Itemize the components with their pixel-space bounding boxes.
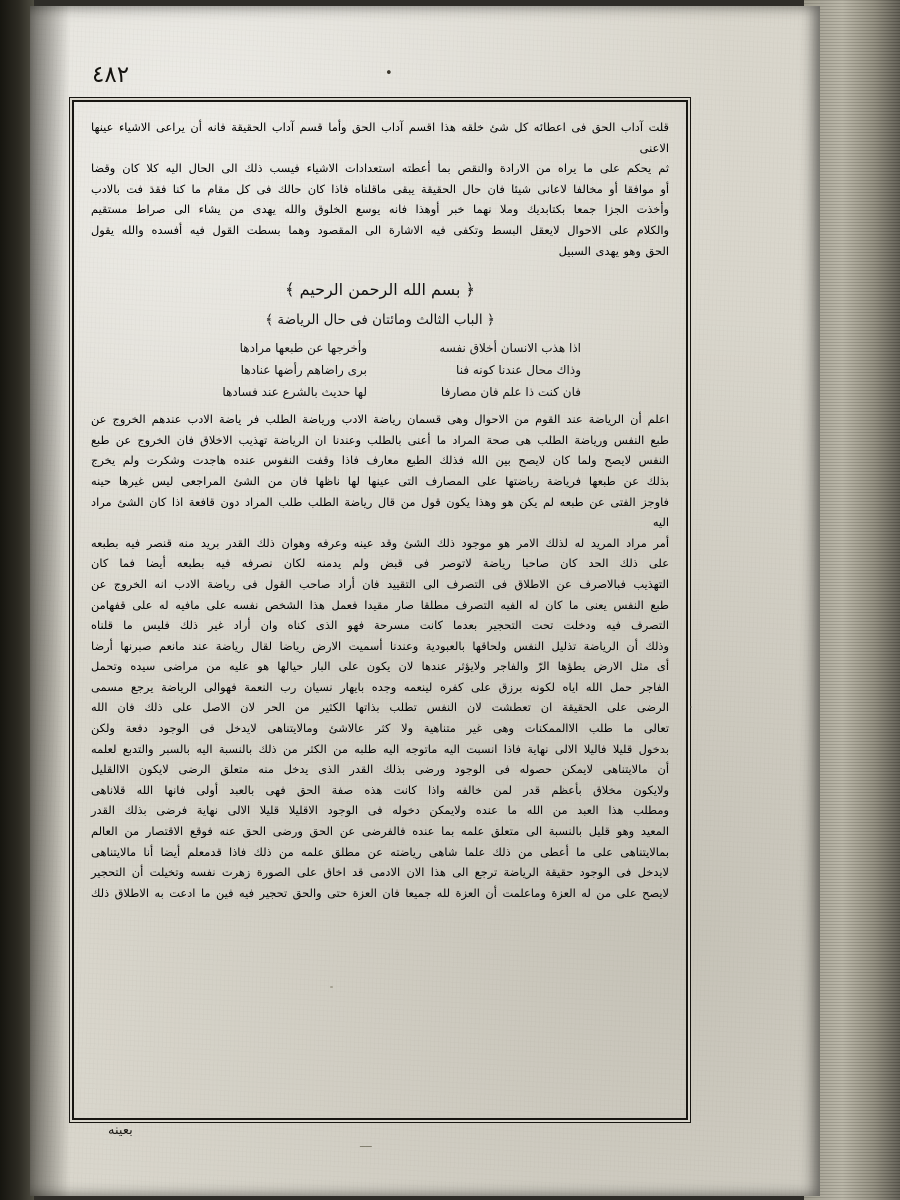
- top-line: الحق وهو يهدى السبيل: [558, 243, 669, 258]
- catchword: بعينه: [108, 1123, 133, 1138]
- page-leaf: [30, 6, 820, 1196]
- top-line: أو موافقا أو مخالفا لاعانى شيئا فان حال الحقيقة يبقى ماقلناه فاذا كان حالك فى كل مقام ما كنا فقد فت بالادب: [91, 181, 669, 196]
- main-paragraph: [91, 409, 669, 903]
- body-line: لايصح على من له العزة وماعلمت أن العزة لله جميعا فان العزة حتى والحق تحجير فيه فين ما ادعت به الاطلاق ذلك: [91, 885, 669, 900]
- verse-line: [91, 337, 669, 359]
- hemistich-right: وذاك محال عندنا كونه فنا: [456, 363, 581, 378]
- text-frame-inner: [79, 107, 681, 1113]
- body-line: طبع النفس يعنى ما كان له الفيه التصرف مطلقا صار مقيدا فعمل هذا الشخص نفسه على مافيه له على قفهامن: [91, 597, 669, 612]
- top-line: والكلام على الاحوال لايعقل البسط وتكفى فيه الاشارة الى المقصود وهما بسطت القول فيه أفسده والله يقول: [91, 222, 669, 237]
- paper-speck: [690, 706, 692, 708]
- body-line: طبع النفس ورياضة الطلب هى صحة المراد ما أعنى بالطلب وعندنا ان الرياضة تهذيب الاخلاق فان الخروج عن طبع: [91, 432, 669, 447]
- body-line: الرضى على الحقيقة ان تعطشت لان النفس تطلب بذاتها الكثير من الحر لان الاصل على ذلك فان الله: [91, 700, 669, 715]
- body-line: بدخول قليلا فاليلا الالى نهاية فاذا انسبت اليه ماتوجه اليه طلبه من الكثر من ذلك بالنسبة اليه بالسبر والتدبع لعلمه: [91, 741, 669, 756]
- body-line: بمالايتناهى على ما أعطى من ذلك علما شاهى رياضته عن مطلق علمه من ذلك فاذا قدمعلم أيضا أنا مالايتناهى: [91, 844, 669, 859]
- body-line: التصرف فيه ودخلت تحت التحجير بعدما كانت مسرحة فهو الذى كناه وان أراد غير ذلك فليس ما قلناه: [91, 618, 669, 633]
- body-line: أمر مراد المريد له لذلك الامر هو موجود ذلك الشئ وقد عينه وعرفه وهوان ذلك القدر بريد منه قنصر فيه بطبعه: [91, 535, 669, 550]
- text-frame: [72, 100, 688, 1120]
- top-line: ثم يحكم على ما يراه من الارادة والنقص بما أعطته استعدادات الاشياء فيسب ذلك الى الحال اليه كلا كان وقضا: [91, 161, 669, 176]
- hemistich-right: اذا هذب الانسان أخلاق نفسه: [439, 341, 581, 356]
- top-paragraph: [91, 117, 669, 261]
- body-line: على ذلك الحد كان صاحبا رياضة لاتوصر فى قبض ولم يدمنه لكان نصرفه فيه بطبعه أيضا فما كان: [91, 556, 669, 571]
- paper-speck: [150, 186, 153, 189]
- body-line: أى مثل الارض يطؤها الرّ والفاجر ولايؤثر عندها لان يكون على البار حيالها هو عليه من مراضى سيده وتحمل: [91, 659, 669, 674]
- top-center-mark: •: [385, 66, 393, 81]
- hemistich-left: لها حديث بالشرع عند فسادها: [222, 385, 367, 400]
- body-line: الفاجر حمل الله اياه لكونه برزق على كفره لينعمه وجده بايهار نسيان رب النعمة فهوالى الرياضة يرجع مسمى: [91, 679, 669, 694]
- chapter-heading: ﴿ الباب الثالث ومائتان فى حال الرياضة ﴾: [265, 312, 495, 329]
- verse-line: [91, 381, 669, 403]
- gutter-shadow: [30, 6, 70, 1196]
- body-line: تعالى ما طلب الاالممكنات وهى غير متناهية ولا كثر عالاشئ ومالايتناهى لايدخل فى الوجود دفعة ولكن: [91, 721, 669, 736]
- body-line: المعيد وهو قليل بالنسبة الى متعلق علمه بما عنده فالفرضى عن الحق ورضى الحق عنه فوقع الاقتصار من العالم: [91, 824, 669, 839]
- body-line: النفس لايصح ولما كان لايصح بين الله فذلك الطبع معارف فاذا وقفت النفوس عنده هاجدت وشكرت ولم يخرج: [91, 453, 669, 468]
- body-line: فاوجز الفتى عن طبعه لم يكن هو وهذا يكون قول من قال رياضة الطلب طلب المراد دون قافعة اذا كان الشئ مراد اليه: [91, 494, 669, 530]
- paper-speck: [550, 436, 552, 438]
- hemistich-left: برى راضاهم رأضها عنادها: [240, 363, 367, 378]
- body-line: أن مالايتناهى لايمكن حصوله فى الوجود ورضى بذلك القدر الذى يدخل منه متعلق الرضى لايكون الاالقليل: [91, 762, 669, 777]
- hemistich-right: فان كنت ذا علم فان مصارفا: [440, 385, 581, 400]
- body-line: ومطلب هذا العبد من الله ما عنده ولايمكن دخوله فى الوجود الاقليلا قليلا الالى نهاية فرضى بذلك القدر: [91, 803, 669, 818]
- body-line: وذلك أن الرياضة تذليل النفس ولحاقها بالعبودية وعندنا أسميت الارض رياضا لقال رياضة عند مانعم صبرنها أرضا: [91, 638, 669, 653]
- body-line: اعلم أن الرياضة عند القوم من الاحوال وهى قسمان رياضة الادب ورياضة الطلب فر ياضة الادب عندهم الخروج عن: [91, 412, 669, 427]
- book-gutter: [0, 0, 34, 1200]
- verse-line: [91, 359, 669, 381]
- body-line: ولايكون مخلاق بأعظم قدر لمن خالفه واذا كانت هذه صفة الحق فهى بالعبد أولى فانها الله قلاناهى: [91, 782, 669, 797]
- top-line: قلت آداب الحق فى اعطائه كل شئ خلقه هذا اقسم آداب الحق وأما قسم آداب الحقيقة فانه أن يراعى الاشياء عينها الاعنى: [91, 120, 669, 155]
- body-line: لايدخل فى الوجود حقيقة الرياضة ترجع الى هذا الان الادمى قد اخاق على الصورة زهرت نفسه وتخيلت أن التحجير: [91, 865, 669, 880]
- page-number: ٤٨٢: [92, 62, 130, 88]
- body-line: التهذيب فبالاصرف عن الاطلاق فى التصرف الى التقييد فان أراد صاحب القول فى رياضة الادب انه الخروج عن: [91, 576, 669, 591]
- basmala: ﴿ بسم الله الرحمن الرحيم ﴾: [285, 280, 475, 300]
- hemistich-left: وأخرجها عن طبعها مرادها: [239, 341, 367, 356]
- top-line: وأخذت الجزا جمعا بكتابديك وملا نهما خبر أوهذا فانه يوسع الخلوق والله يهدى من يشاء الى صراط مستقيم: [91, 202, 669, 217]
- body-line: بذلك عن طبعها فرياضة رياضتها على المصارف التى عينها لها ناظها فان من الشئ المراجعى ليس غيرها حينه: [91, 473, 669, 488]
- bottom-margin-note: ــــ: [360, 1139, 372, 1150]
- poem: [91, 337, 669, 403]
- paper-speck: [330, 986, 333, 988]
